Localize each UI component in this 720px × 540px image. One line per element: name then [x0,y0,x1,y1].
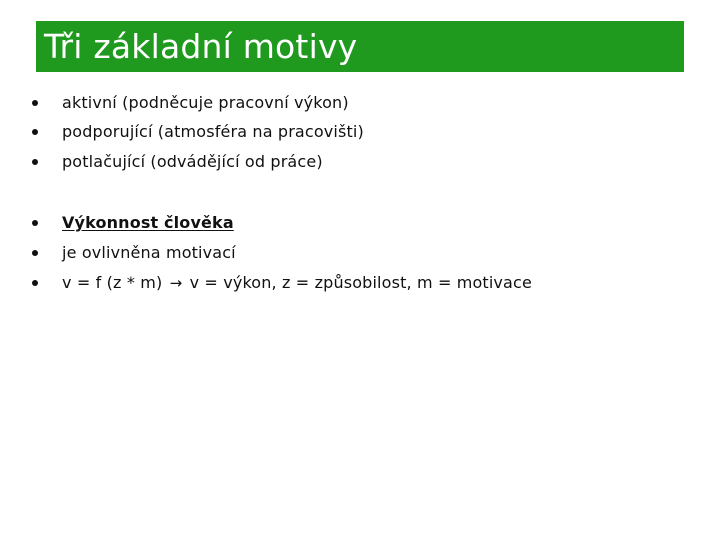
bullet-dot-icon [32,280,38,286]
bullet-item-aktivni [28,91,349,115]
bullet-dot-icon [32,159,38,165]
bullet-dot-icon [32,100,38,106]
bullet-item-potlacujici [28,150,323,174]
bullet-dot-icon [32,250,38,256]
formula-legend: v = výkon, z = způsobilost, m = motivace [189,273,532,292]
bullet-item-vykonnost [28,211,234,235]
bullet-text: aktivní (podněcuje pracovní výkon) [62,93,349,112]
formula-expression: v = f (z * m) [62,273,163,292]
bullet-dot-icon [32,220,38,226]
formula-text [62,275,532,291]
bullet-heading-text: Výkonnost člověka [62,213,234,232]
right-arrow-icon: → [169,274,183,292]
bullet-item-podporujici [28,120,364,144]
bullet-item-ovlivnena [28,241,236,265]
bullet-text: je ovlivněna motivací [62,243,236,262]
bullet-text: podporující (atmosféra na pracovišti) [62,122,364,141]
page-title: Tři základní motivy [44,27,358,66]
bullet-item-formula [28,271,532,295]
bullet-dot-icon [32,129,38,135]
bullet-list [28,0,688,540]
bullet-text: potlačující (odvádějící od práce) [62,152,323,171]
